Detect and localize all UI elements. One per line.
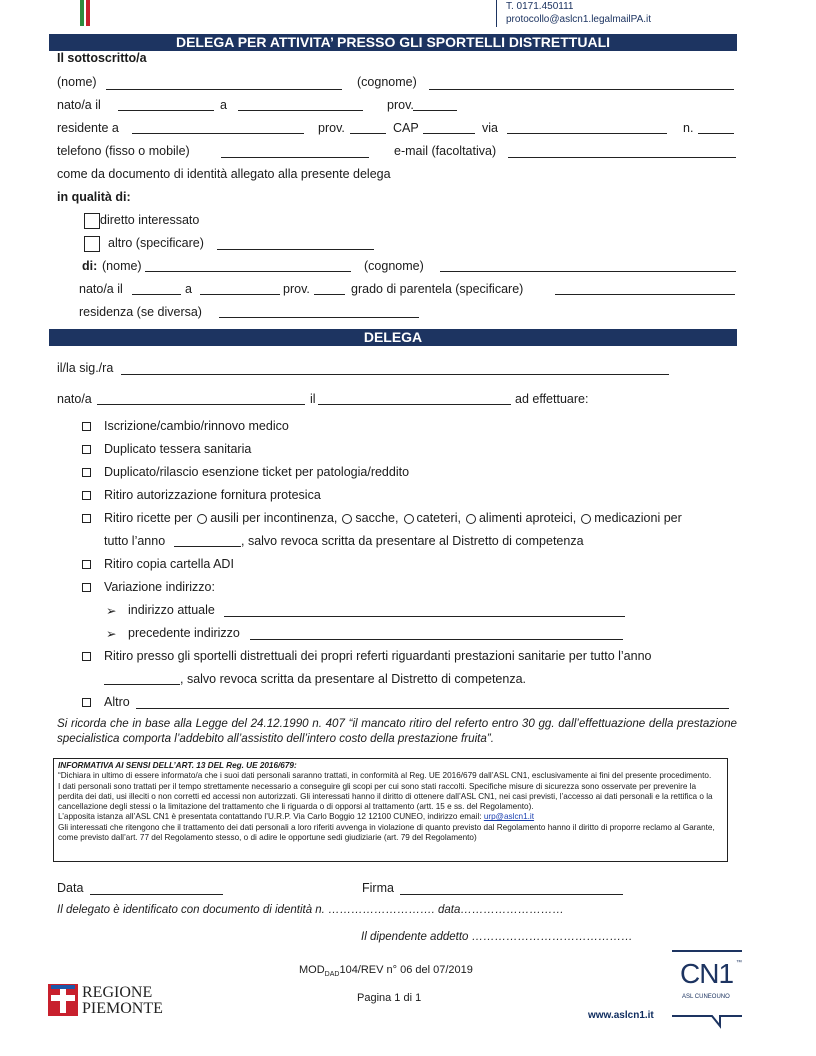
- item-referti: Ritiro presso gli sportelli distrettuali dei propri referti riguardanti prestazioni sanitarie per tutto l’anno: [104, 649, 652, 663]
- speech-tail-icon: [672, 1004, 744, 1030]
- attuale-label: indirizzo attuale: [128, 603, 215, 617]
- altro-delega-field[interactable]: [136, 708, 729, 709]
- di-prov-field[interactable]: [314, 294, 345, 295]
- item-checkbox[interactable]: [82, 652, 91, 661]
- ricette-option: cateteri,: [416, 511, 461, 525]
- prov-field[interactable]: [413, 110, 457, 111]
- informativa-p3-text: L’apposita istanza all’ASL CN1 è presentata contattando l’U.R.P. Via Carlo Boggio 12 12100 CUNEO, indirizzo email:: [58, 812, 484, 822]
- di-nome-label: (nome): [102, 259, 142, 273]
- nome-label: (nome): [57, 75, 97, 89]
- item-iscrizione: Iscrizione/cambio/rinnovo medico: [104, 419, 289, 433]
- data-label: Data: [57, 881, 84, 895]
- ricette-option: medicazioni per: [594, 511, 682, 525]
- grado-field[interactable]: [555, 294, 735, 295]
- header-phone: T. 0171.450111: [506, 1, 574, 12]
- urp-email-link[interactable]: urp@aslcn1.it: [483, 812, 535, 822]
- item-ricette: [104, 511, 682, 525]
- ricette-option-radio[interactable]: [342, 514, 352, 524]
- qualita-heading: in qualità di:: [57, 190, 131, 204]
- di-label: di:: [82, 259, 98, 273]
- informativa-title: INFORMATIVA AI SENSI DELL’ART. 13 DEL Reg. UE 2016/679:: [58, 761, 297, 770]
- item-esenzione: Duplicato/rilascio esenzione ticket per patologia/reddito: [104, 465, 410, 479]
- altro-label: altro (specificare): [108, 236, 204, 250]
- delegato-text: Il delegato è identificato con documento di identità n. ………………………. data………………………: [57, 904, 564, 916]
- asl-text: ASL CUNEOUNO: [682, 994, 730, 1000]
- di-nome-field[interactable]: [145, 271, 351, 272]
- documento-text: come da documento di identità allegato alla presente delega: [57, 167, 391, 181]
- page-number: Pagina 1 di 1: [357, 992, 422, 1004]
- informativa-box: [53, 758, 728, 862]
- referti-line2: , salvo revoca scritta da presentare al Distretto di competenza.: [180, 672, 526, 686]
- nato-il-label: nato/a il: [57, 98, 101, 112]
- precedente-label: precedente indirizzo: [128, 626, 240, 640]
- regione-piemonte-logo: [48, 984, 163, 1018]
- ricette-option-radio[interactable]: [404, 514, 414, 524]
- firma-field[interactable]: [400, 894, 623, 895]
- firma-label: Firma: [362, 881, 394, 895]
- item-checkbox[interactable]: [82, 583, 91, 592]
- ricette-prefix: Ritiro ricette per: [104, 511, 193, 525]
- regione-text: REGIONE: [82, 984, 153, 1001]
- email-field[interactable]: [508, 157, 736, 158]
- di-a-label: a: [185, 282, 192, 296]
- delega-bar: DELEGA: [49, 329, 737, 346]
- sig-label: il/la sig./ra: [57, 361, 114, 375]
- item-adi: Ritiro copia cartella ADI: [104, 557, 234, 571]
- prov-label: prov.: [387, 98, 414, 112]
- cn1-text: CN1: [680, 958, 734, 989]
- title-bar: DELEGA PER ATTIVITA’ PRESSO GLI SPORTELLI DISTRETTUALI: [49, 34, 737, 51]
- arrow-icon: ➢: [106, 604, 117, 618]
- header-separator: [496, 0, 497, 27]
- di-cognome-label: (cognome): [364, 259, 424, 273]
- prov2-field[interactable]: [350, 133, 386, 134]
- cn1-tm: ™: [736, 960, 742, 966]
- cap-field[interactable]: [423, 133, 475, 134]
- telefono-label: telefono (fisso o mobile): [57, 144, 190, 158]
- item-checkbox[interactable]: [82, 560, 91, 569]
- arrow-icon: ➢: [106, 627, 117, 641]
- ricette-option: sacche,: [355, 511, 399, 525]
- diretto-checkbox[interactable]: [84, 213, 100, 229]
- effettuare-label: ad effettuare:: [515, 392, 589, 406]
- website-link[interactable]: www.aslcn1.it: [588, 1010, 654, 1021]
- item-checkbox[interactable]: [82, 468, 91, 477]
- residenza-label: residenza (se diversa): [79, 305, 202, 319]
- informativa-p3: [58, 812, 723, 822]
- di-prov-label: prov.: [283, 282, 310, 296]
- attuale-field[interactable]: [224, 616, 625, 617]
- via-field[interactable]: [507, 133, 667, 134]
- mod-sub: DAD: [324, 971, 340, 979]
- data-field[interactable]: [90, 894, 223, 895]
- prov2-label: prov.: [318, 121, 345, 135]
- ricette-option-radio[interactable]: [466, 514, 476, 524]
- diretto-label: diretto interessato: [100, 213, 200, 227]
- informativa-p1: “Dichiara in ultimo di essere informato/a che i suoi dati personali saranno trattati, in conformità al Reg. UE 2016/679 dall’ASL CN1, esclusivamente ai fini del presente procedimento.: [58, 771, 712, 781]
- item-checkbox[interactable]: [82, 422, 91, 431]
- grado-label: grado di parentela (specificare): [351, 282, 524, 296]
- nato-a-label: a: [220, 98, 227, 112]
- ricette-option-radio[interactable]: [581, 514, 591, 524]
- nome-field[interactable]: [106, 89, 342, 90]
- item-duplicato-tessera: Duplicato tessera sanitaria: [104, 442, 252, 456]
- cognome-field[interactable]: [429, 89, 734, 90]
- informativa-p2: I dati personali sono trattati per il tempo strettamente necessario a conseguire gli scopi per cui sono stati raccolti. Specifiche misure di sicurezza sono osservate per prevenire la perdita dei dati, usi illeciti o non corretti ed accessi non autorizzati. Gli interessati hanno il diritto di ottenere dall’ASL CN1, nei casi previsti, l’accesso ai dati personali e la rettifica o la cancellazione degli stessi o la limitazione del trattamento che li riguarda o di opporsi al trattamento (artt. 15 e ss. del Regolamento).: [58, 781, 713, 812]
- mod-prefix: MOD: [299, 964, 325, 976]
- piemonte-text: PIEMONTE: [82, 1000, 163, 1017]
- residente-label: residente a: [57, 121, 119, 135]
- residente-field[interactable]: [132, 133, 304, 134]
- item-altro: Altro: [104, 695, 130, 709]
- sig-field[interactable]: [121, 374, 669, 375]
- di-nato-il-field[interactable]: [132, 294, 181, 295]
- residenza-field[interactable]: [219, 317, 419, 318]
- mod-code: [299, 964, 473, 978]
- note-text: Si ricorda che in base alla Legge del 24.12.1990 n. 407 “il mancato ritiro del referto entro 30 gg. dall’effettuazione della prestazione specialistica comporta l’addebito all’assistito dell’intero costo della prestazione fruita”.: [57, 717, 737, 745]
- mod-suffix: 104/REV n° 06 del 07/2019: [339, 964, 473, 976]
- ricette-anno-field[interactable]: [174, 546, 241, 547]
- ricette-option: ausili per incontinenza,: [210, 511, 338, 525]
- di-a-field[interactable]: [200, 294, 280, 295]
- delega-nato-field[interactable]: [97, 404, 305, 405]
- nato-il-field[interactable]: [118, 110, 214, 111]
- di-nato-label: nato/a il: [79, 282, 123, 296]
- cap-label: CAP: [393, 121, 419, 135]
- item-checkbox[interactable]: [82, 698, 91, 707]
- altro-checkbox[interactable]: [84, 236, 100, 252]
- dipendente-text: Il dipendente addetto ……………………………………: [361, 931, 633, 943]
- delega-il-field[interactable]: [318, 404, 511, 405]
- referti-anno-field[interactable]: [104, 684, 180, 685]
- piemonte-shield-icon: [48, 984, 78, 1016]
- email-label: e-mail (facoltativa): [394, 144, 497, 158]
- ricette-option-radio[interactable]: [197, 514, 207, 524]
- cognome-label: (cognome): [357, 75, 417, 89]
- n-field[interactable]: [698, 133, 734, 134]
- header-email: protocollo@aslcn1.legalmailPA.it: [506, 14, 652, 25]
- altro-field[interactable]: [217, 249, 374, 250]
- item-checkbox[interactable]: [82, 445, 91, 454]
- via-label: via: [482, 121, 498, 135]
- n-label: n.: [683, 121, 694, 135]
- ricette-option: alimenti aproteici,: [478, 511, 577, 525]
- item-checkbox[interactable]: [82, 491, 91, 500]
- ricette-line2-b: , salvo revoca scritta da presentare al Distretto di competenza: [241, 534, 584, 548]
- nato-a-field[interactable]: [238, 110, 363, 111]
- item-checkbox[interactable]: [82, 514, 91, 523]
- delega-nato-label: nato/a: [57, 392, 92, 406]
- informativa-p4: Gli interessati che ritengono che il trattamento dei dati personali a loro riferiti avvenga in violazione di quanto previsto dal Regolamento hanno il diritto di proporre reclamo al Garante, come previsto dall’art. 77 del Regolamento stesso, o di adire le opportune sedi giudiziarie (art. 79 del Regolamento): [58, 822, 715, 843]
- precedente-field[interactable]: [250, 639, 623, 640]
- sottoscritto-heading: Il sottoscritto/a: [57, 51, 147, 65]
- item-variazione: Variazione indirizzo:: [104, 580, 215, 594]
- cn1-logo: [672, 950, 744, 1030]
- di-cognome-field[interactable]: [440, 271, 736, 272]
- header-flag-stripes: [80, 0, 94, 26]
- item-protesica: Ritiro autorizzazione fornitura protesica: [104, 488, 321, 502]
- delega-il-label: il: [310, 392, 316, 406]
- ricette-line2-a: tutto l’anno: [104, 534, 166, 548]
- telefono-field[interactable]: [221, 157, 369, 158]
